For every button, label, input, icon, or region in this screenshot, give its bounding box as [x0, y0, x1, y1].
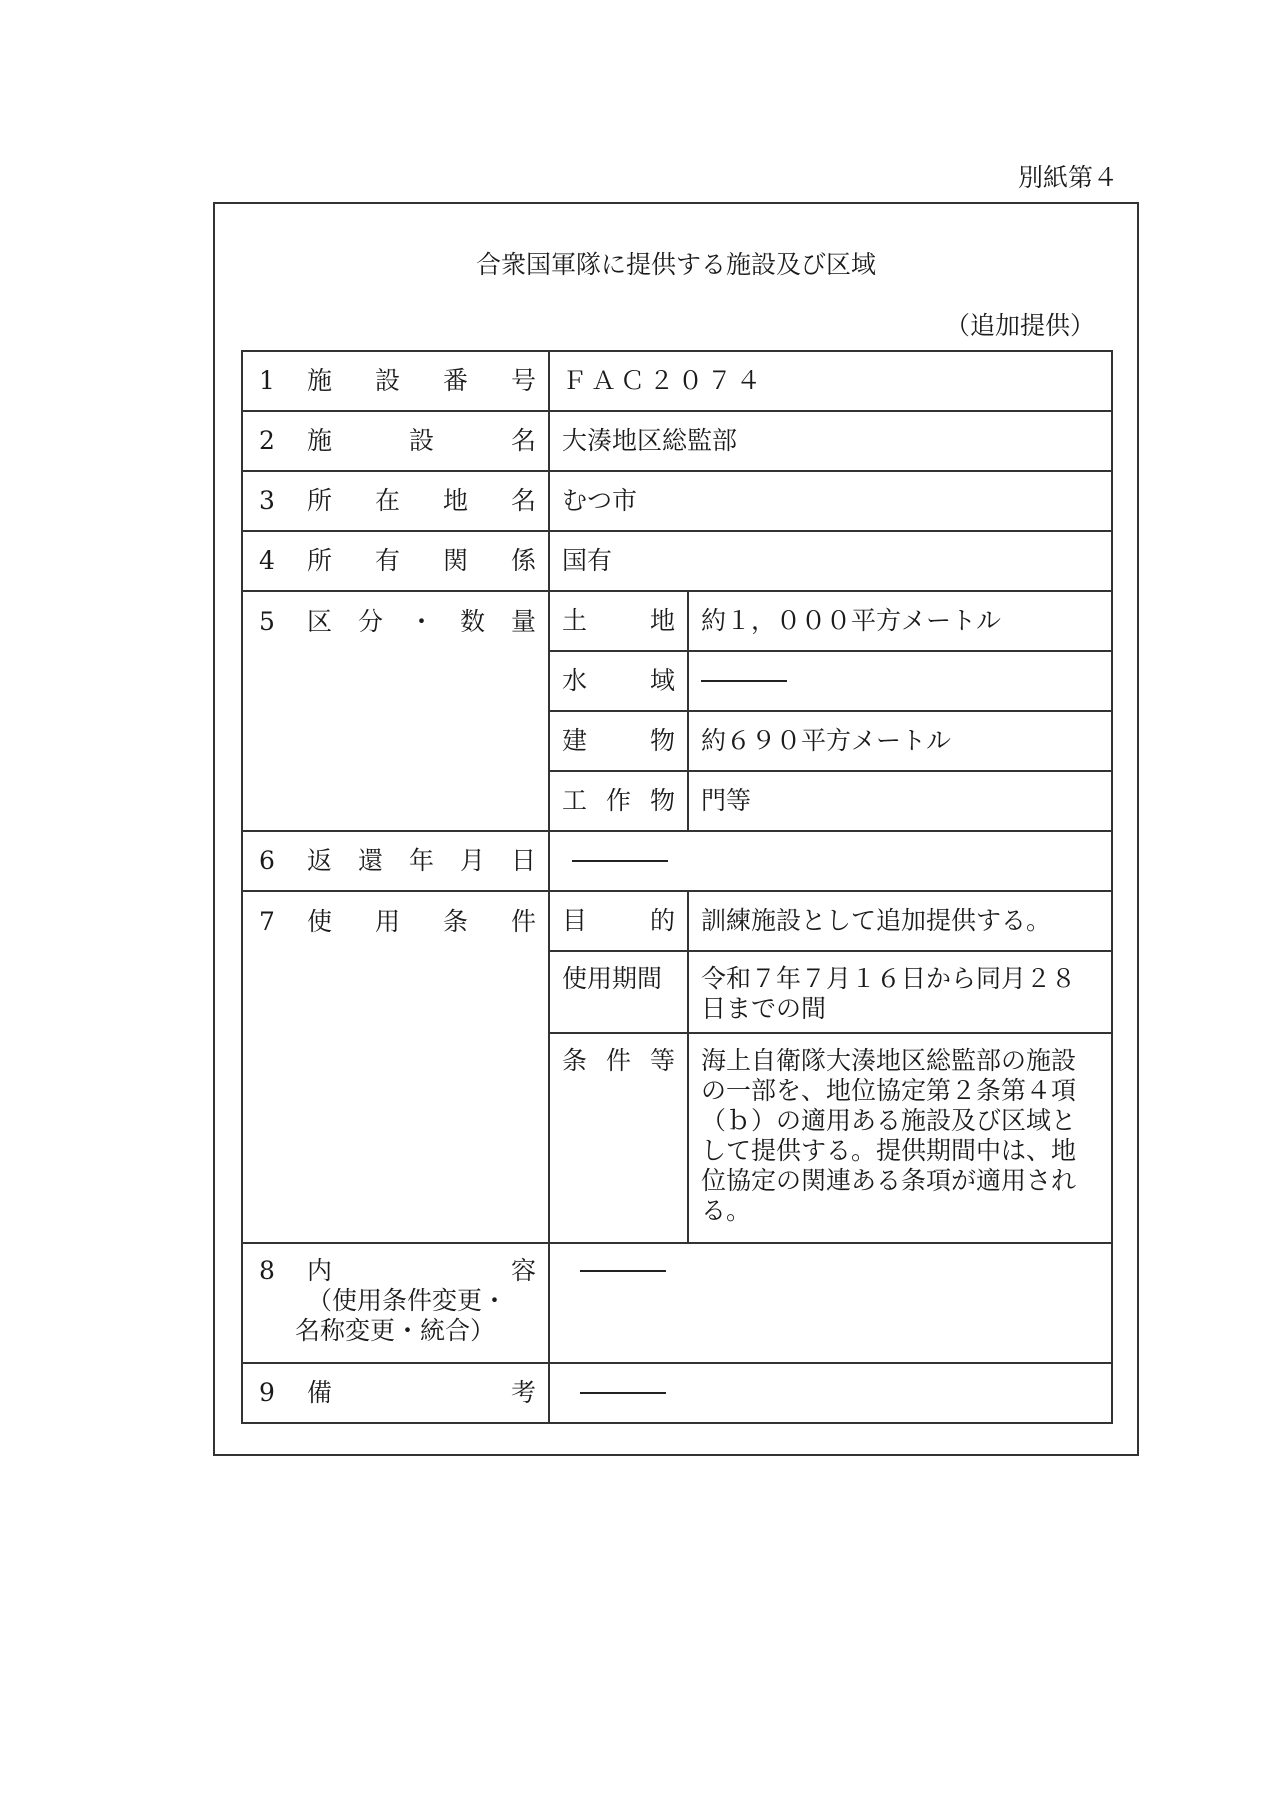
- land-area-value: 約１，０００平方メートル: [701, 606, 1002, 635]
- row-number: 7: [259, 907, 275, 936]
- sub-label: [549, 771, 688, 831]
- label-char: 備: [307, 1378, 333, 1407]
- sub-value: [688, 651, 1112, 711]
- label-char: 返: [307, 846, 333, 875]
- sub-label: [549, 891, 688, 951]
- sub-value: [688, 1033, 1112, 1243]
- label-char: 施: [307, 366, 333, 395]
- row-facility-number: [242, 351, 1112, 411]
- label-char: 関: [442, 546, 468, 575]
- label-char: 水: [562, 666, 588, 695]
- structure-value: 門等: [701, 786, 752, 815]
- label-char: 係: [510, 546, 536, 575]
- purpose-value: 訓練施設として追加提供する。: [701, 906, 1052, 935]
- label-char: 設: [374, 366, 400, 395]
- label-char: 番: [442, 366, 468, 395]
- row-label: [242, 831, 549, 891]
- label-char: 有: [374, 546, 400, 575]
- empty-dash: [572, 860, 668, 862]
- row-value: [549, 411, 1112, 471]
- row-value: [549, 531, 1112, 591]
- label-char: 名: [510, 426, 536, 455]
- row-return-date: [242, 831, 1112, 891]
- label-char: 所: [307, 546, 333, 575]
- sub-label: [549, 651, 688, 711]
- empty-dash: [580, 1392, 666, 1394]
- label-char: 物: [649, 726, 675, 755]
- sub-label: [549, 711, 688, 771]
- row-number: 3: [259, 486, 275, 515]
- row-location: [242, 471, 1112, 531]
- row-number: 8: [259, 1256, 275, 1285]
- label-char: 在: [374, 486, 400, 515]
- label-char: 地: [442, 486, 468, 515]
- row-value: [549, 831, 1112, 891]
- row-value: [549, 351, 1112, 411]
- empty-dash: [580, 1270, 666, 1272]
- label-char: 地: [649, 606, 675, 635]
- row-value: [549, 1243, 1112, 1363]
- facility-number-value: ＦＡＣ２０７４: [562, 366, 766, 395]
- row-label: [242, 1363, 549, 1423]
- label-char: 所: [307, 486, 333, 515]
- label-char: 容: [510, 1256, 536, 1285]
- label-char: 月: [459, 846, 485, 875]
- row-number: 2: [259, 426, 275, 455]
- row-category-quantity: [242, 591, 1112, 651]
- row-label: [242, 591, 549, 831]
- row-value: [549, 471, 1112, 531]
- label-char: 号: [510, 366, 536, 395]
- row-usage-conditions: [242, 891, 1112, 951]
- label-char: 分: [357, 607, 383, 636]
- row-label: [242, 411, 549, 471]
- usage-period-value: 令和７年７月１６日から同月２８日までの間: [701, 964, 1077, 1023]
- label-char: 設: [408, 426, 434, 455]
- facility-table: [241, 350, 1113, 1424]
- sub-value: [688, 591, 1112, 651]
- contents-note-line: 名称変更・統合）: [295, 1316, 496, 1345]
- label-char: 還: [357, 846, 383, 875]
- label-char: ・: [408, 607, 434, 636]
- conditions-value: 海上自衛隊大湊地区総監部の施設の一部を、地位協定第２条第４項（ｂ）の適用ある施設及び区域として提供する。提供期間中は、地位協定の関連ある条項が適用される。: [701, 1046, 1077, 1225]
- label-char: 等: [649, 1046, 675, 1075]
- sub-value: [688, 771, 1112, 831]
- building-area-value: 約６９０平方メートル: [701, 726, 952, 755]
- row-number: 6: [259, 846, 275, 875]
- row-label: [242, 351, 549, 411]
- row-label: [242, 891, 549, 1243]
- row-label: [242, 1243, 549, 1363]
- attachment-label: 別紙第４: [1018, 163, 1119, 192]
- label-char: 条: [442, 907, 468, 936]
- label-char: 条: [562, 1046, 588, 1075]
- row-contents: [242, 1243, 1112, 1363]
- row-remarks: [242, 1363, 1112, 1423]
- label-char: 内: [307, 1256, 333, 1285]
- label-char: 区: [307, 607, 333, 636]
- label-char: 数: [459, 607, 485, 636]
- sub-value: [688, 711, 1112, 771]
- usage-period-label: 使用期間: [562, 964, 663, 993]
- label-char: 年: [408, 846, 434, 875]
- contents-note-line: （使用条件変更・: [307, 1286, 508, 1315]
- row-label: [242, 531, 549, 591]
- ownership-value: 国有: [562, 546, 613, 575]
- label-char: 用: [374, 907, 400, 936]
- label-char: 施: [307, 426, 333, 455]
- row-number: 5: [259, 607, 275, 636]
- label-char: 日: [510, 846, 536, 875]
- row-facility-name: [242, 411, 1112, 471]
- label-char: 物: [649, 786, 675, 815]
- label-char: 使: [307, 907, 333, 936]
- label-char: 工: [562, 786, 588, 815]
- label-char: 考: [510, 1378, 536, 1407]
- facility-name-value: 大湊地区総監部: [562, 426, 738, 455]
- label-char: 作: [605, 786, 631, 815]
- label-char: 域: [649, 666, 675, 695]
- row-number: 9: [259, 1378, 275, 1407]
- label-char: 件: [605, 1046, 631, 1075]
- row-number: 1: [259, 366, 275, 395]
- label-char: 名: [510, 486, 536, 515]
- sub-label: [549, 951, 688, 1033]
- label-char: 目: [562, 906, 588, 935]
- location-value: むつ市: [562, 486, 638, 515]
- sub-value: [688, 951, 1112, 1033]
- sub-label: [549, 591, 688, 651]
- sub-value: [688, 891, 1112, 951]
- empty-dash: [701, 680, 787, 682]
- label-char: 建: [562, 726, 588, 755]
- document-subtitle: （追加提供）: [945, 311, 1096, 340]
- row-ownership: [242, 531, 1112, 591]
- row-value: [549, 1363, 1112, 1423]
- label-char: 件: [510, 907, 536, 936]
- label-char: 的: [649, 906, 675, 935]
- document-title: 合衆国軍隊に提供する施設及び区域: [475, 250, 876, 279]
- label-char: 土: [562, 606, 588, 635]
- row-label: [242, 471, 549, 531]
- sub-label: [549, 1033, 688, 1243]
- label-char: 量: [510, 607, 536, 636]
- row-number: 4: [259, 546, 275, 575]
